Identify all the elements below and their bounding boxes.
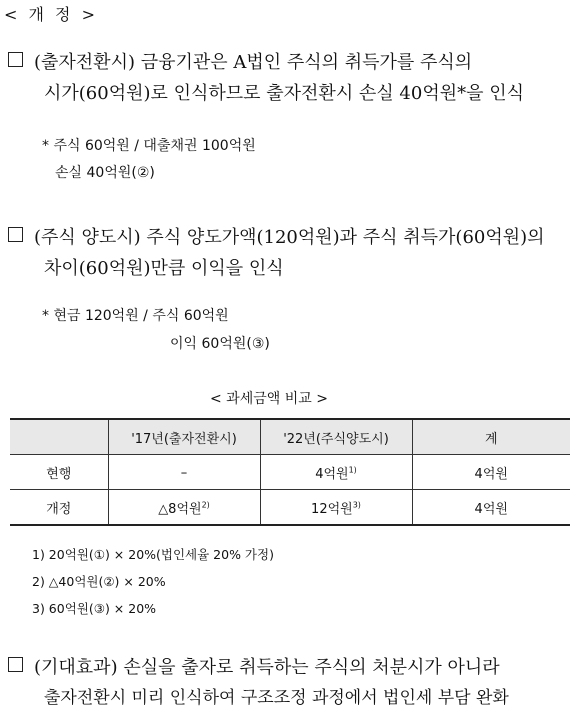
journal-note: 손실 40억원(②) — [55, 165, 155, 181]
paragraph-line: 출자전환시 미리 인식하여 구조조정 과정에서 법인세 부담 완화 — [44, 688, 509, 708]
paragraph-line: (기대효과) 손실을 출자로 취득하는 주식의 처분시가 아니라 — [34, 657, 500, 678]
table-row — [10, 455, 570, 490]
table-caption: < 과세금액 비교 > — [210, 391, 328, 407]
table-cell: 4억원 — [412, 455, 570, 490]
footnote: 3) 60억원(③) × 20% — [32, 601, 157, 616]
footnote: 1) 20억원(①) × 20%(법인세율 20% 가정) — [32, 547, 274, 562]
table-header-cell: 계 — [412, 419, 570, 455]
table-cell: △8억원$^{2)}$ — [108, 490, 260, 526]
table-cell: 4억원$^{1)}$ — [260, 455, 412, 490]
checkbox-square-icon — [8, 52, 23, 67]
footnote: 2) △40억원(②) × 20% — [32, 574, 166, 589]
checkbox-square-icon — [8, 227, 23, 242]
table-header-cell — [10, 419, 108, 455]
journal-note: 이익 60억원(③) — [170, 336, 270, 352]
journal-note: * 주식 60억원 / 대출채권 100억원 — [42, 138, 256, 154]
table-row — [10, 490, 570, 526]
paragraph-line: (출자전환시) 금융기관은 A법인 주식의 취득가를 주식의 — [34, 52, 473, 73]
paragraph-conversion — [8, 47, 573, 109]
table-cell: 12억원$^{3)}$ — [260, 490, 412, 526]
checkbox-square-icon — [8, 657, 23, 672]
table-header-cell: '17년(출자전환시) — [108, 419, 260, 455]
table-cell: – — [108, 455, 260, 490]
row-label: 개정 — [10, 490, 108, 526]
journal-note: * 현금 120억원 / 주식 60억원 — [42, 308, 229, 324]
table-header-cell: '22년(주식양도시) — [260, 419, 412, 455]
section-heading: < 개 정 > — [4, 5, 98, 24]
paragraph-line: 시가(60억원)로 인식하므로 출자전환시 손실 40억원*을 인식 — [44, 83, 524, 104]
paragraph-line: (주식 양도시) 주식 양도가액(120억원)과 주식 취득가(60억원)의 — [34, 227, 545, 248]
tax-comparison-table — [10, 418, 570, 526]
table-header-row — [10, 419, 570, 455]
paragraph-expected-effect — [8, 652, 573, 714]
table-cell: 4억원 — [412, 490, 570, 526]
paragraph-transfer — [8, 222, 573, 284]
row-label: 현행 — [10, 455, 108, 490]
paragraph-line: 차이(60억원)만큼 이익을 인식 — [44, 258, 284, 279]
